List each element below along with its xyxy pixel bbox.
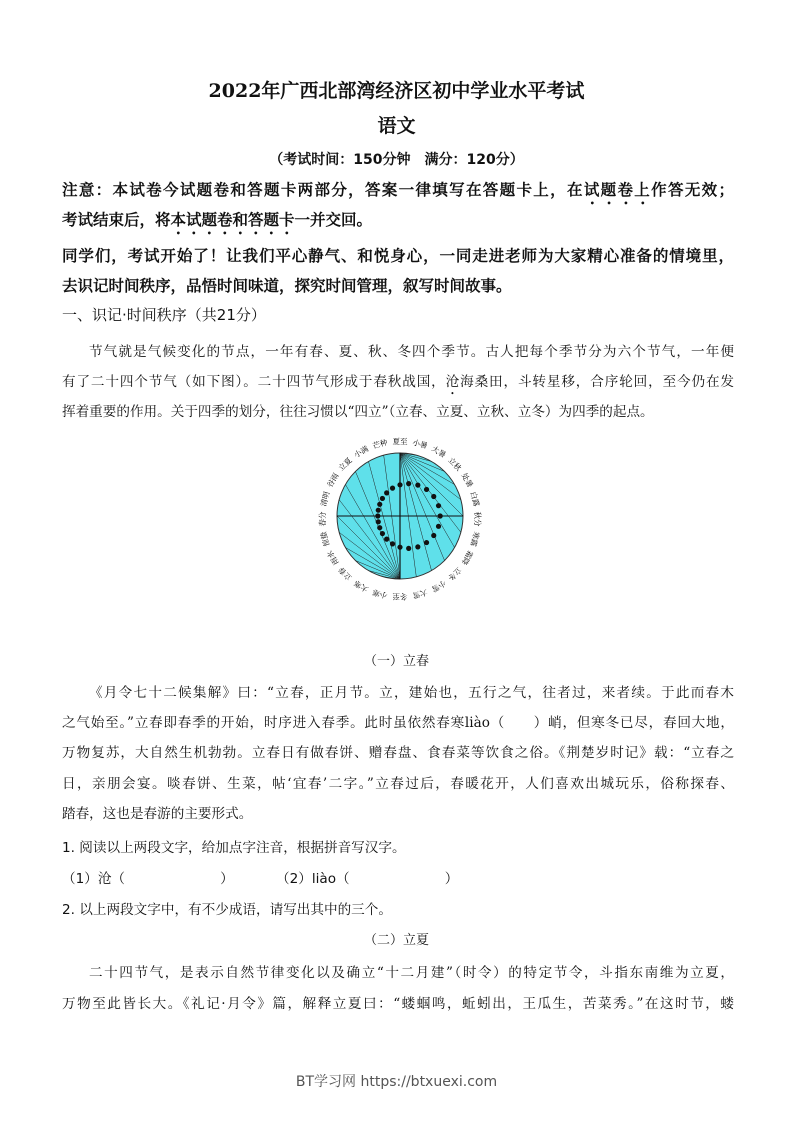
solar-term-label: 大雪 — [411, 587, 429, 601]
diagram-dot — [406, 546, 411, 551]
passage-line: 万物至此皆长大。《礼记·月令》篇，解释立夏曰：“蝼蝈鸣，蚯蚓出，王瓜生，苦菜秀。”在这时节，蝼 — [62, 996, 734, 1012]
intro-line-1: 同学们，考试开始了！让我们平心静气、和悦身心，一同走进老师为大家精心准备的情境里， — [62, 247, 734, 265]
solar-term-label: 夏至 — [392, 437, 408, 446]
intro-line-2: 去识记时间秩序，品悟时间味道，探究时间管理，叙写时间故事。 — [62, 277, 512, 295]
passage-text: 有了二十四个节气（如下图）。二十四节气形成于春秋战国， — [62, 374, 446, 390]
diagram-dot — [380, 496, 385, 501]
notice-emphasis: 本试题卷和答题卡 — [170, 211, 295, 229]
diagram-dot — [436, 524, 441, 529]
question-1: 1. 阅读以上两段文字，给加点字注音，根据拼音写汉字。 — [62, 840, 406, 856]
diagram-dot — [377, 525, 382, 530]
diagram-dot — [375, 513, 380, 518]
solar-term-label: 小暑 — [411, 437, 429, 451]
diagram-dot — [424, 487, 429, 492]
solar-term-label: 秋分 — [473, 511, 482, 527]
solar-term-label: 立夏 — [336, 455, 354, 473]
passage-line — [62, 370, 734, 398]
diagram-dot — [424, 540, 429, 545]
diagram-dot — [380, 531, 385, 536]
subject-title: 语文 — [377, 115, 416, 137]
diagram-dot — [397, 545, 402, 550]
diagram-dot — [415, 544, 420, 549]
question-1-blank-2[interactable]: （2）liào（ ） — [276, 871, 459, 887]
notice-text: 注意：本试卷今试题卷和答题卡两部分，答案一律填写在答题卡上，在 — [62, 181, 584, 199]
dotted-char: 沧 — [445, 374, 461, 390]
part2-heading: （二）立夏 — [363, 933, 429, 948]
passage-text: 海桑田，斗转星移，合序轮回，至今仍在发 — [460, 374, 735, 390]
diagram-dot — [384, 490, 389, 495]
diagram-dot — [436, 503, 441, 508]
footer-watermark: BT学习网 https://btxuexi.com — [295, 1074, 498, 1090]
exam-info: （考试时间：150分钟 满分：120分） — [269, 152, 524, 168]
passage-line: 之气始至。”立春即春季的开始，时序进入春季。此时虽依然春寒liào（ ）峭，但寒冬已尽，春回大地， — [62, 715, 734, 731]
notice-emphasis: 试题卷上 — [583, 181, 652, 199]
solar-term-label: 大寒 — [352, 578, 370, 594]
diagram-dot — [376, 508, 381, 513]
solar-term-label: 惊蛰 — [318, 530, 332, 548]
section-heading: 一、识记·时间秩序（共21分） — [62, 306, 266, 324]
passage-line: 《月令七十二候集解》曰：“立春，正月节。立，建始也，五行之气，往者过，来者续。于此而春木 — [89, 685, 734, 701]
diagram-dot — [431, 494, 436, 499]
solar-term-label: 谷雨 — [325, 471, 341, 489]
diagram-dot — [415, 482, 420, 487]
notice-text: 一并交回。 — [294, 211, 373, 229]
passage-line: 挥着重要的作用。关于四季的划分，往往习惯以“四立”（立春、立夏、立秋、立冬）为四季的起点。 — [62, 404, 654, 420]
solar-term-label: 处暑 — [459, 471, 475, 489]
solar-term-label: 芒种 — [371, 437, 389, 451]
diagram-dot — [376, 519, 381, 524]
diagram-dot — [384, 537, 389, 542]
solar-term-label: 小满 — [352, 444, 370, 460]
passage-line: 日，亲朋会宴。啖春饼、生菜，帖‘宜春’二字。”立春过后，春暖花开，人们喜欢出城玩乐，俗称探春、 — [62, 776, 734, 792]
solar-term-label: 寒露 — [468, 530, 482, 548]
solar-term-label: 立冬 — [446, 565, 464, 583]
diagram-dot — [390, 486, 395, 491]
solar-term-label: 立春 — [336, 565, 354, 583]
passage-line: 二十四节气，是表示自然节律变化以及确立“十二月建”（时令）的特定节令，斗指东南维为立夏， — [89, 965, 734, 981]
question-1-blank-1[interactable]: （1）沧（ ） — [62, 871, 234, 887]
question-2: 2. 以上两段文字中，有不少成语，请写出其中的三个。 — [62, 902, 392, 918]
diagram-dot — [438, 513, 443, 518]
passage-line: 万物复苏，大自然生机勃勃。立春日有做春饼、赠春盘、食春菜等饮食之俗。《荆楚岁时记》载：“立春之 — [62, 745, 734, 761]
solar-term-label: 春分 — [318, 511, 327, 527]
solar-term-label: 清明 — [318, 490, 332, 508]
part1-heading: （一）立春 — [363, 654, 429, 669]
diagram-dot — [406, 481, 411, 486]
solar-term-label: 小雪 — [430, 578, 448, 594]
solar-terms-diagram — [300, 430, 500, 610]
solar-term-label: 立秋 — [446, 455, 464, 473]
notice-text: 考试结束后，将 — [62, 211, 171, 229]
solar-term-label: 霜降 — [459, 549, 475, 567]
diagram-dot — [390, 541, 395, 546]
diagram-dot — [431, 533, 436, 538]
solar-term-label: 冬至 — [392, 592, 408, 601]
solar-term-label: 白露 — [468, 490, 482, 508]
notice-line-2 — [62, 208, 734, 238]
solar-term-label: 大暑 — [430, 444, 448, 460]
diagram-dot — [397, 482, 402, 487]
solar-term-label: 小寒 — [371, 587, 389, 601]
diagram-dot — [377, 502, 382, 507]
notice-text: 作答无效； — [651, 181, 734, 199]
passage-line: 踏春，这也是春游的主要形式。 — [62, 806, 253, 822]
solar-term-label: 雨水 — [325, 549, 341, 567]
passage-line: 节气就是气候变化的节点，一年有春、夏、秋、冬四个季节。古人把每个季节分为六个节气，一年便 — [89, 344, 734, 360]
notice-line-1 — [62, 178, 734, 208]
exam-title: 2022年广西北部湾经济区初中学业水平考试 — [208, 80, 585, 102]
